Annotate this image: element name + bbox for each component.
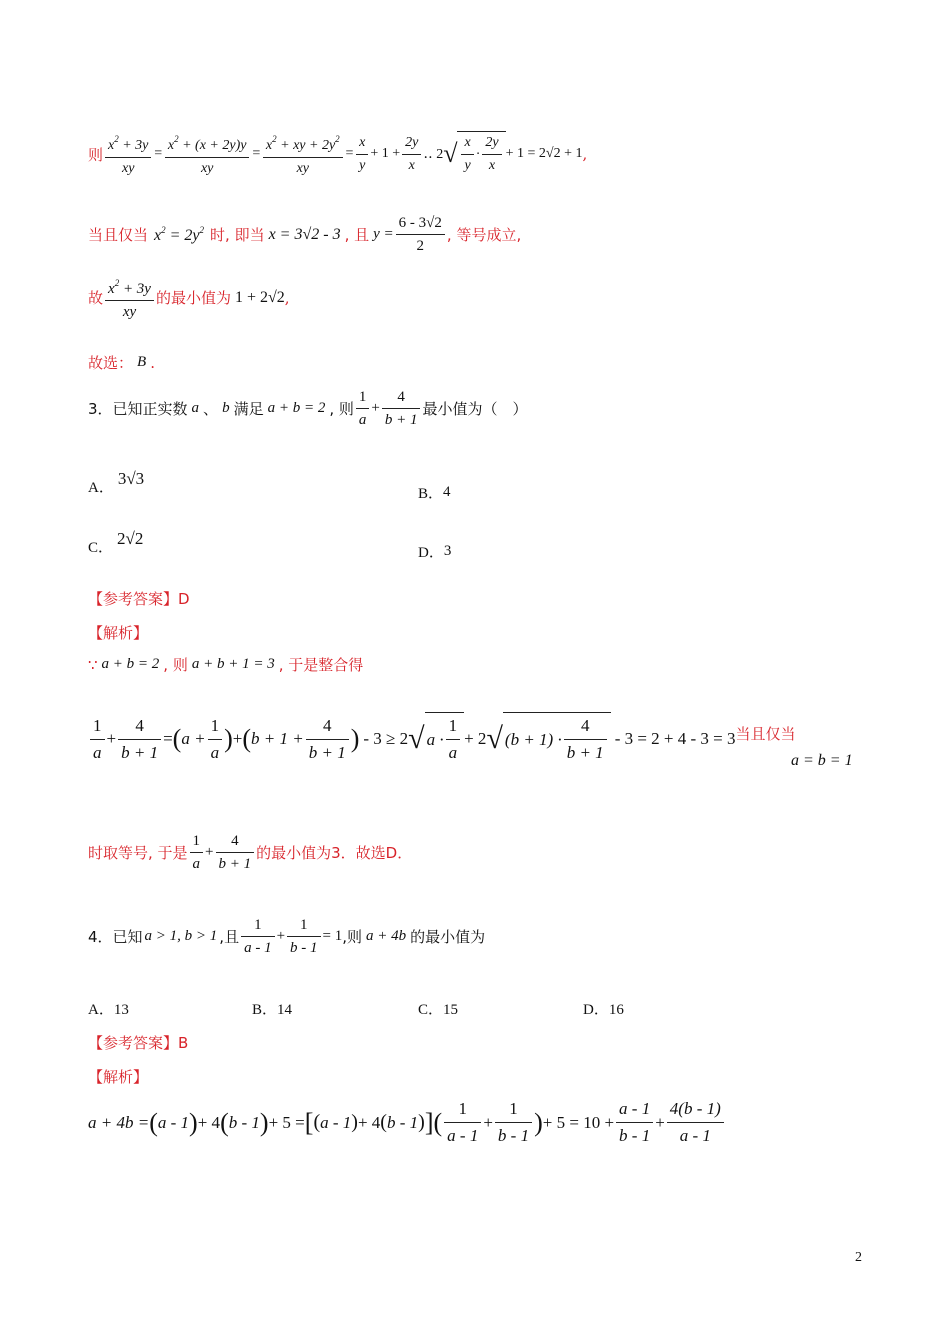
q4-frac-1: $\frac{1}{a - 1}$ [241, 914, 275, 959]
q3-expr: $\frac{1}{a}$ + $\frac{4}{b + 1}$ [354, 386, 423, 431]
q4-option-a[interactable]: A．13 [88, 1002, 129, 1018]
q3-sol3-pre: 时取等号, 于是 [88, 844, 188, 862]
q2-sol2-suffix: , 等号成立, [446, 226, 522, 244]
frac-6: $\frac{x}{y}$ [461, 132, 473, 177]
eq-frac-2: $\frac{4}{b + 1}$ [118, 713, 161, 766]
q4-frac-2: $\frac{1}{b - 1}$ [287, 914, 321, 959]
q3-sol3-frac-1: $\frac{1}{a}$ [190, 830, 204, 875]
q4-option-c[interactable]: C．15 [418, 1002, 459, 1018]
q4-stem [88, 914, 485, 959]
q3-sol-mid: , 则 [163, 656, 188, 674]
page-number: 2 [855, 1250, 862, 1265]
q4-target: a + 4b [366, 928, 407, 944]
q2-solution-line1: 则 $\frac{x^2 + 3y}{xy}$ = $\frac{x^2 + (x + 2y)y}{xy}$ = $\frac{x^2 + xy + 2y^2}{xy}$ = $\frac{x}{y}$ + 1 + $\frac{2y}{x}$ ‥ 2 √ $\frac{x}{y}$ · $\frac{2y}{x}$ + 1 = 2√2 + 1 , [88, 128, 587, 180]
q3-frac-1: $\frac{1}{a}$ [356, 386, 370, 431]
q3-sol-line2-tail: 当且仅当 [735, 724, 796, 743]
q3-option-a[interactable] [88, 468, 145, 497]
q3-opt-b-label: B． [418, 486, 444, 502]
q3-opt-d-label: D． [418, 545, 444, 561]
q2-sol3-frac: $\frac{x^2 + 3y}{xy}$ [105, 272, 154, 323]
q2-sol3-val: 1 + 2√2 [234, 288, 285, 306]
q3-sol-line2 [88, 712, 796, 766]
q4-sol-expr: a + 4b = ( a - 1 ) + 4 ( b - 1 ) + 5 = [ ( a - 1 ) + 4 ( b - 1 ) ] ( $\frac{1}{a - 1}$ + $\frac{1}{b - 1}$ ) + 5 = 10 + $\frac{a - 1}{b - 1}$ + $\frac{4(b - 1)}{a - 1}$ [88, 1096, 726, 1149]
q4-sol-frac-3: $\frac{a - 1}{b - 1}$ [616, 1096, 653, 1149]
q3-option-d[interactable] [418, 541, 451, 562]
q4-analysis-label: 【解析】 [88, 1068, 149, 1086]
q3-sol-line2-cond: a = b = 1 [791, 752, 853, 769]
q3-stem [88, 386, 527, 431]
eq-frac-5: $\frac{1}{a}$ [446, 713, 461, 766]
frac-1: $\frac{x^2 + 3y}{xy}$ [105, 128, 151, 180]
q3-opt-a-val: 3√3 [117, 468, 145, 488]
q3-option-b[interactable] [418, 482, 451, 503]
q4-option-b[interactable]: B．14 [252, 1002, 293, 1018]
eq-sqrt-1: a · $\frac{1}{a}$ [425, 712, 465, 766]
q3-suffix: 最小值为（ ） [422, 400, 528, 418]
frac-7: $\frac{2y}{x}$ [482, 132, 501, 177]
q2-solution-line3: 故 $\frac{x^2 + 3y}{xy}$ 的最小值为 1 + 2√2 , [88, 272, 290, 323]
q2-sol2-mid: 时, 即当 [210, 226, 265, 244]
q3-analysis-label: 【解析】 [88, 624, 149, 642]
q2-sol4-label: 故选： [88, 354, 134, 372]
q2-solution-line2 [88, 212, 521, 257]
q3-sol3-suffix: 的最小值为3．故选D． [256, 844, 413, 862]
q3-mid: 满足 [233, 400, 264, 418]
q4-then: ,则 [342, 928, 363, 946]
q3-opt-d-val: 3 [443, 543, 452, 559]
q2-sol4-ans: B [137, 354, 147, 370]
eq-frac-4: $\frac{4}{b + 1}$ [306, 713, 349, 766]
q2-solution-line4: 故选： B . [88, 353, 155, 372]
q3-opt-a-label: A． [88, 480, 114, 496]
q3-opt-c-label: C． [88, 540, 114, 556]
q3-sol-equation: $\frac{1}{a}$ + $\frac{4}{b + 1}$ = ( a + $\frac{1}{a}$ ) + ( b + 1 + $\frac{4}{b + 1}$ ) - 3 ≥ 2 √ a · $\frac{1}{a}$ + 2 √ (b + 1) · $\frac{4}{b + 1}$ - 3 = 2 + 4 - 3 = 3 [88, 712, 736, 766]
q3-cond: a + b = 2 [267, 400, 326, 416]
q4-option-d[interactable]: D．16 [583, 1002, 624, 1018]
eq-frac-1: $\frac{1}{a}$ [90, 713, 105, 766]
eq-sqrt-2: (b + 1) · $\frac{4}{b + 1}$ [503, 712, 611, 766]
q4-sol-equation [88, 1096, 726, 1149]
q3-then: , 则 [329, 400, 354, 418]
q2-sol3-mid: 的最小值为 [155, 289, 231, 307]
q3-answer: 【参考答案】D [88, 590, 190, 608]
q3-sol-cond2: a + b + 1 = 3 [191, 656, 275, 672]
q3-sol3-expr: $\frac{1}{a}$ + $\frac{4}{b + 1}$ [188, 830, 257, 875]
frac-y: $\frac{6 - 3√2}{2}$ [396, 212, 445, 257]
eq-frac-3: $\frac{1}{a}$ [208, 713, 223, 766]
sqrt-body: $\frac{x}{y}$ · $\frac{2y}{x}$ [457, 131, 505, 177]
frac-2: $\frac{x^2 + (x + 2y)y}{xy}$ [165, 128, 250, 180]
frac-4: $\frac{x}{y}$ [356, 132, 368, 177]
q2-sol2-cond1: $x^2 = 2y^2$ [154, 224, 205, 244]
q2-sol3-prefix: 故 [88, 289, 104, 307]
eq-frac-6: $\frac{4}{b + 1}$ [564, 713, 607, 766]
q3-sol-line1 [88, 654, 363, 675]
q3-sol-line3 [88, 830, 412, 875]
q3-sol3-frac-2: $\frac{4}{b + 1}$ [216, 830, 255, 875]
q4-sol-frac-4: $\frac{4(b - 1)}{a - 1}$ [667, 1096, 724, 1149]
q3-sol-cond1: a + b = 2 [101, 656, 160, 672]
q2-sol2-cond3: y = $\frac{6 - 3√2}{2}$ [373, 212, 447, 257]
q3-sol-suffix: , 于是整合得 [278, 656, 364, 674]
q3-opt-b-val: 4 [443, 484, 451, 500]
q3-frac-2: $\frac{4}{b + 1}$ [382, 386, 421, 431]
frac-3: $\frac{x^2 + xy + 2y^2}{xy}$ [263, 128, 343, 180]
q4-suffix: 的最小值为 [410, 928, 486, 946]
q3-option-c[interactable] [88, 528, 144, 557]
q3-opt-c-val: 2√2 [117, 528, 144, 548]
q2-sol-equation: $\frac{x^2 + 3y}{xy}$ = $\frac{x^2 + (x + 2y)y}{xy}$ = $\frac{x^2 + xy + 2y^2}{xy}$ = $\frac{x}{y}$ + 1 + $\frac{2y}{x}$ ‥ 2 √ $\frac{x}{y}$ · $\frac{2y}{x}$ + 1 = 2√2 + 1 [103, 128, 582, 180]
q4-sol-frac-2: $\frac{1}{b - 1}$ [495, 1096, 532, 1149]
q4-answer: 【参考答案】B [88, 1034, 189, 1052]
q2-sol-prefix: 则 [88, 145, 104, 164]
q4-sol-frac-1: $\frac{1}{a - 1}$ [444, 1096, 481, 1149]
q3-prefix: 3．已知正实数 [88, 400, 188, 418]
q2-sol2-and: , 且 [344, 226, 370, 244]
q3-var-b: b [222, 400, 230, 416]
q4-cond: a > 1, b > 1 [144, 928, 218, 944]
q4-expr: $\frac{1}{a - 1}$ + $\frac{1}{b - 1}$ = 1 [239, 914, 342, 959]
q3-var-a: a [191, 400, 200, 416]
q2-sol2-prefix: 当且仅当 [88, 226, 149, 244]
q4-prefix: 4．已知 [88, 928, 143, 946]
q3-sep: 、 [203, 400, 219, 418]
because-symbol: ∵ [88, 655, 98, 674]
q2-sol2-cond2: x = 3√2 - 3 [268, 225, 341, 243]
q4-and: ,且 [219, 928, 240, 946]
frac-5: $\frac{2y}{x}$ [402, 132, 421, 177]
